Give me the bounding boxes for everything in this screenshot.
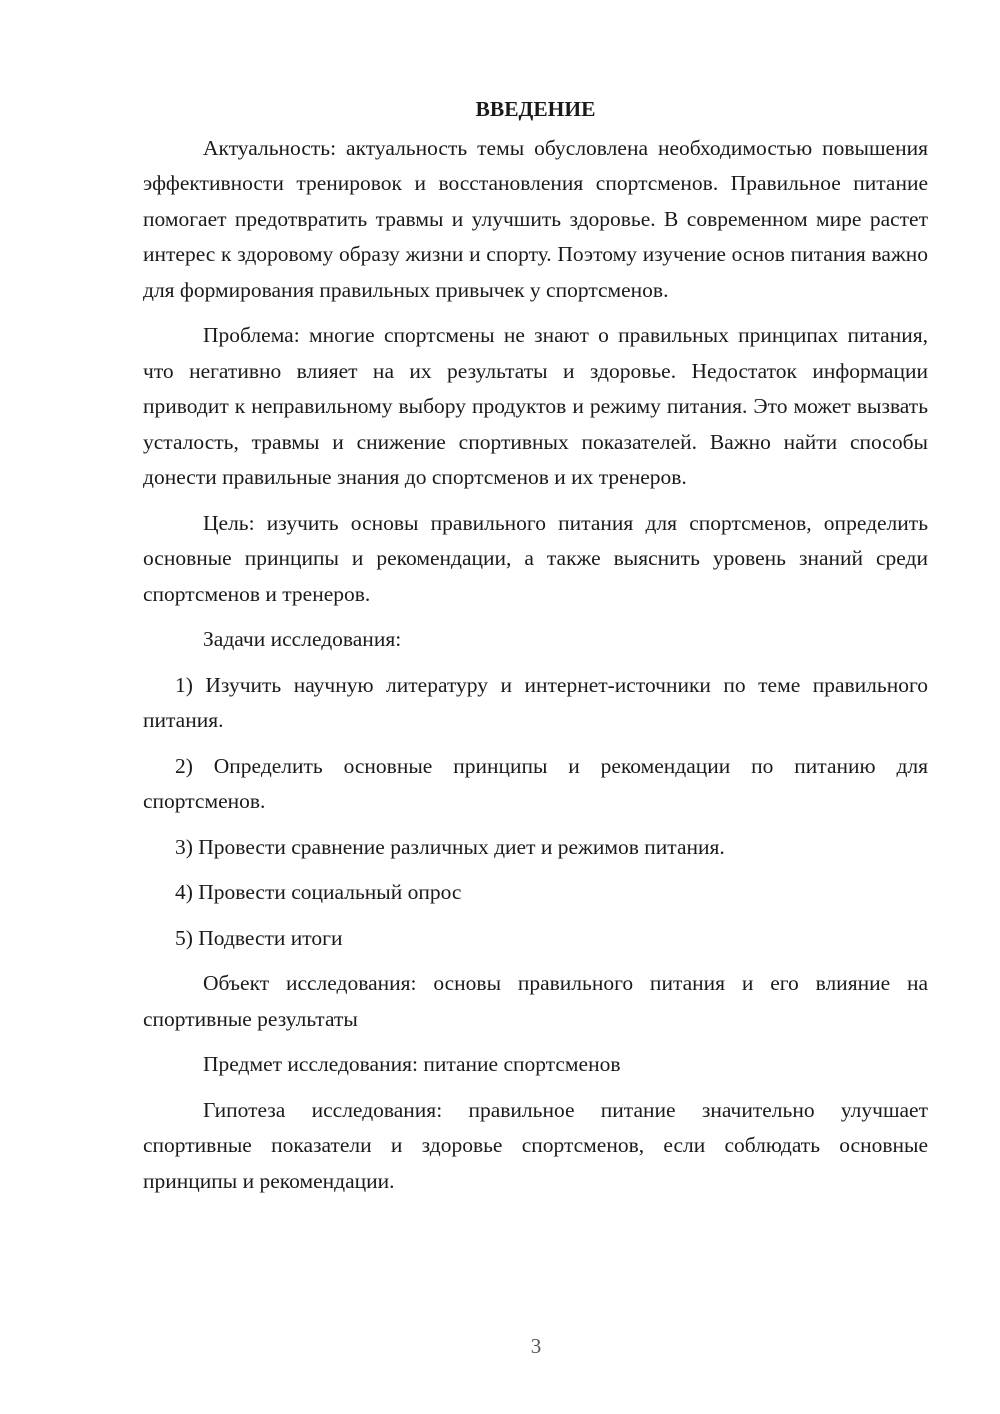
- task-item-2: 2) Определить основные принципы и рекомендации по питанию для спортсменов.: [143, 753, 928, 813]
- task-item-1: 1) Изучить научную литературу и интернет-источники по теме правильного питания.: [143, 672, 928, 732]
- problem-paragraph: Проблема: многие спортсмены не знают о правильных принципах питания, что негативно влияет на их результаты и здоровье. Недостаток информации приводит к неправильному выбору продуктов и режиму питания. Это может вызвать усталость, травмы и снижение спортивных показателей. Важно найти способы донести правильные знания до спортсменов и их тренеров.: [143, 323, 928, 489]
- tasks-heading: Задачи исследования:: [203, 627, 402, 651]
- page-title: ВВЕДЕНИЕ: [475, 97, 596, 121]
- task-item-4: 4) Провести социальный опрос: [175, 880, 462, 904]
- task-item-5: 5) Подвести итоги: [175, 925, 343, 950]
- task-item-3: 3) Провести сравнение различных диет и режимов питания.: [175, 834, 725, 859]
- subject-paragraph: Предмет исследования: питание спортсменов: [203, 1052, 621, 1076]
- goal-paragraph: Цель: изучить основы правильного питания для спортсменов, определить основные принципы и рекомендации, а также выяснить уровень знаний среди спортсменов и тренеров.: [143, 510, 928, 606]
- hypothesis-paragraph: Гипотеза исследования: правильное питание значительно улучшает спортивные показатели и здоровье спортсменов, если соблюдать основные принципы и рекомендации.: [143, 1097, 928, 1193]
- document-body: [143, 92, 928, 1209]
- relevance-paragraph: Актуальность: актуальность темы обусловлена необходимостью повышения эффективности тренировок и восстановления спортсменов. Правильное питание помогает предотвратить травмы и улучшить здоровье. В современном мире растет интерес к здоровому образу жизни и спорту. Поэтому изучение основ питания важно для формирования правильных привычек у спортсменов.: [143, 135, 928, 302]
- object-paragraph: Объект исследования: основы правильного питания и его влияние на спортивные результаты: [143, 971, 928, 1031]
- page-number: 3: [530, 1334, 542, 1358]
